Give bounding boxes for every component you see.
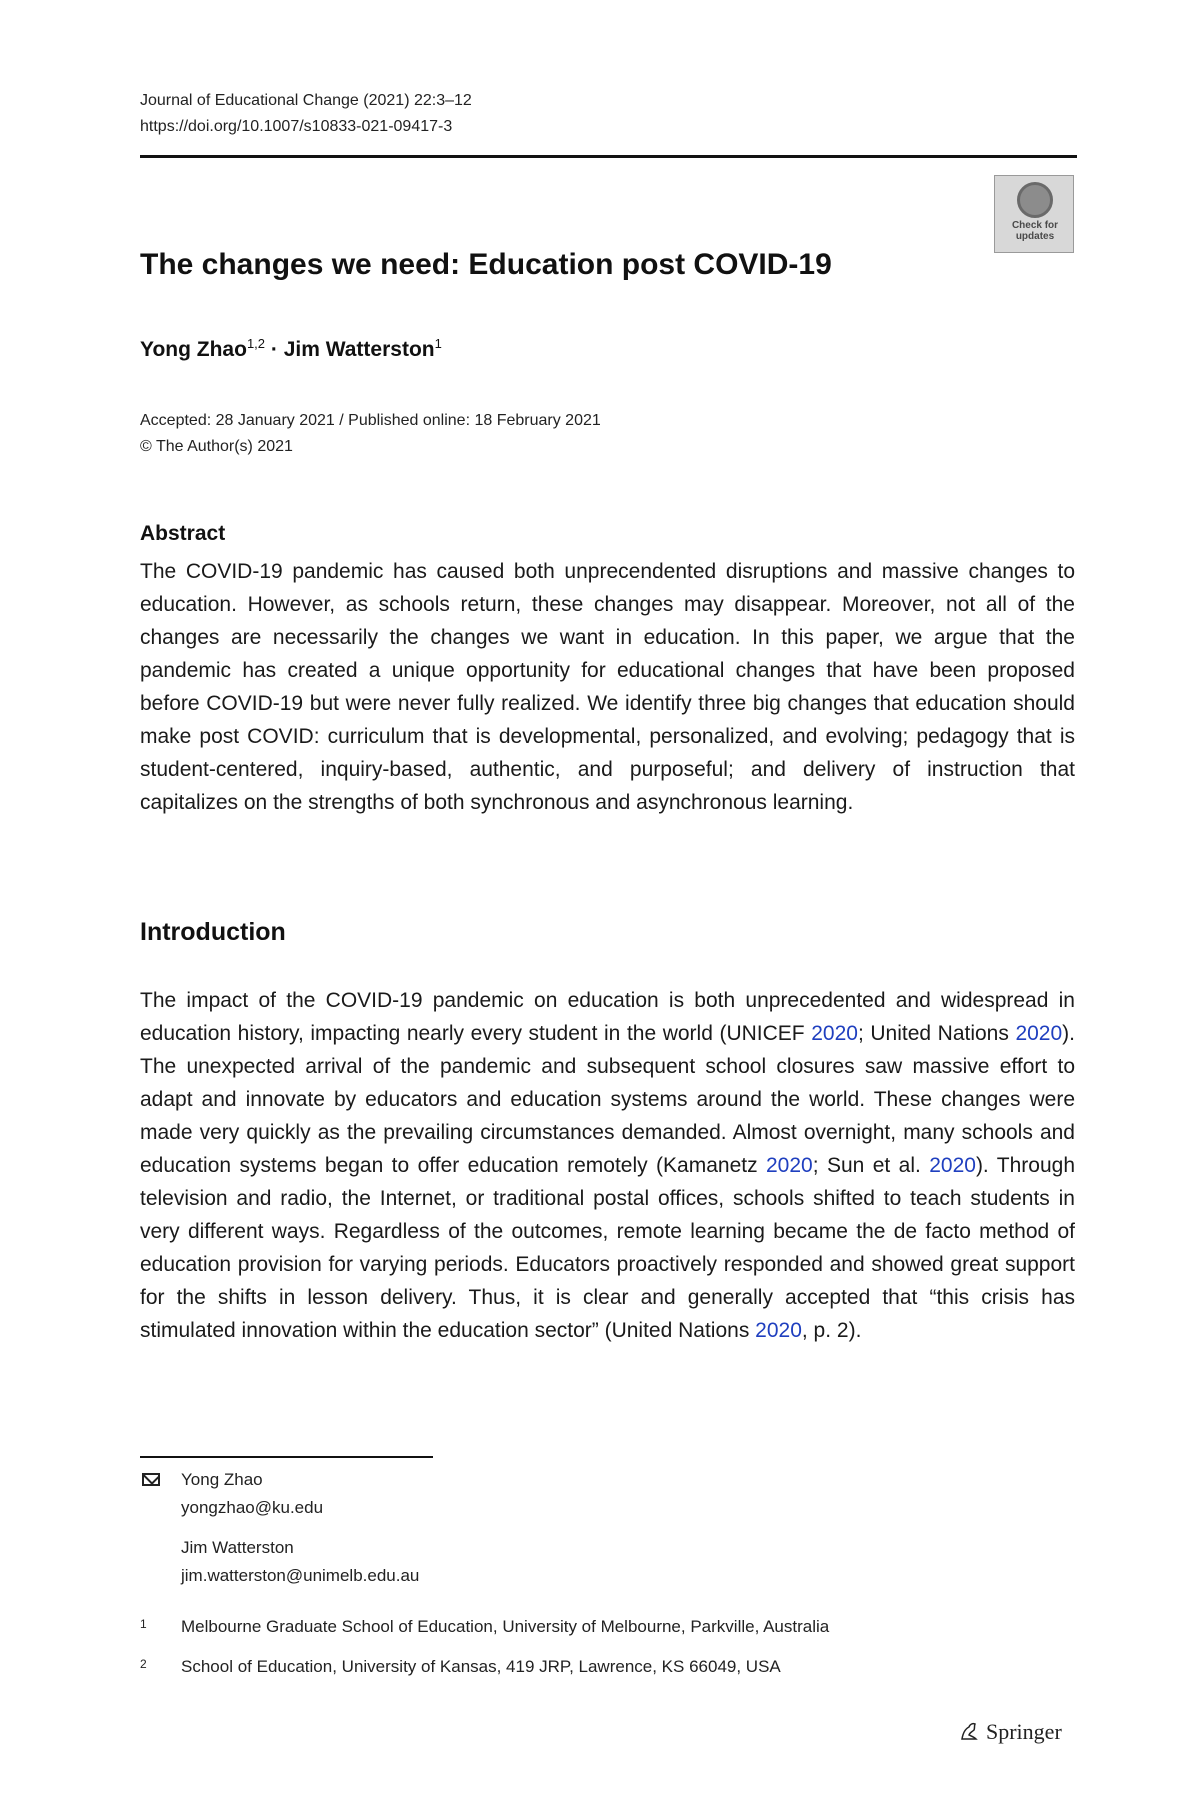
paragraph-text: The impact of the COVID-19 pandemic on education is both unprecedented and widespread in education history, impacting nearly every student in the world (UNICEF <box>140 989 1075 1045</box>
affiliation-text: Melbourne Graduate School of Education, University of Melbourne, Parkville, Australia <box>181 1617 830 1636</box>
paragraph-text: ). The unexpected arrival of the pandemic and subsequent school closures saw massive effort to adapt and innovate by educators and education systems around the world. These changes were made very quickly as the prevailing circumstances demanded. Almost overnight, many schools and education systems began to offer education remotely (Kamanetz <box>140 1022 1075 1177</box>
doi-link[interactable]: https://doi.org/10.1007/s10833-021-09417-3 <box>140 118 453 135</box>
author-affiliation-marker: 1 <box>434 336 442 351</box>
footnote-rule <box>140 1456 433 1458</box>
springer-horse-icon <box>958 1720 980 1742</box>
author-affiliation-marker: 1,2 <box>246 336 266 351</box>
citation-link[interactable]: 2020 <box>766 1154 813 1177</box>
author-list <box>140 336 442 362</box>
introduction-heading: Introduction <box>140 918 286 946</box>
paragraph-text: ; Sun et al. <box>812 1154 930 1177</box>
abstract-text: The COVID-19 pandemic has caused both unprecendented disruptions and massive changes to education. However, as schools return, these changes may disappear. Moreover, not all of the changes are necessarily the changes we want in education. In this paper, we argue that the pandemic has created a unique opportunity for educational changes that have been proposed before COVID-19 but were never fully realized. We identify three big changes that education should make post COVID: curriculum that is developmental, personalized, and evolving; pedagogy that is student-centered, inquiry-based, authentic, and purposeful; and delivery of instruction that capitalizes on the strengths of both synchronous and asynchronous learning. <box>140 560 1075 814</box>
envelope-icon <box>142 1473 160 1486</box>
author-name[interactable]: Yong Zhao <box>140 338 247 361</box>
coauthor-email[interactable]: jim.watterston@unimelb.edu.au <box>181 1566 420 1585</box>
publication-dates: Accepted: 28 January 2021 / Published online: 18 February 2021 <box>140 412 601 429</box>
copyright-line: © The Author(s) 2021 <box>140 438 293 455</box>
affiliation-text: School of Education, University of Kansas, 419 JRP, Lawrence, KS 66049, USA <box>181 1657 781 1676</box>
citation-link[interactable]: 2020 <box>755 1319 802 1342</box>
publisher-logo <box>958 1719 1062 1745</box>
citation-link[interactable]: 2020 <box>1015 1022 1063 1045</box>
paragraph-text: ). Through television and radio, the Internet, or traditional postal offices, schools shifted to teach students in very different ways. Regardless of the outcomes, remote learning became the de facto method of education provision for varying periods. Educators proactively responded and showed great support for the shifts in lesson delivery. Thus, it is clear and generally accepted that “this crisis has stimulated innovation within the education sector” (United Nations <box>140 1154 1076 1342</box>
corresponding-author-name: Yong Zhao <box>181 1470 263 1489</box>
paragraph-text: ; United Nations <box>857 1022 1016 1045</box>
article-title: The changes we need: Education post COVID-19 <box>140 248 832 281</box>
badge-text-line1: Check for <box>1011 220 1059 231</box>
affiliation-number: 2 <box>140 1657 147 1671</box>
paragraph-text: , p. 2). <box>801 1319 862 1342</box>
badge-text-line2: updates <box>1015 231 1055 242</box>
introduction-paragraph <box>140 984 1075 1347</box>
author-name[interactable]: Jim Watterston <box>283 338 435 361</box>
check-for-updates-icon <box>1017 182 1053 218</box>
affiliation-number: 1 <box>140 1617 147 1631</box>
journal-citation: Journal of Educational Change (2021) 22:3–12 <box>140 92 472 109</box>
badge-text <box>995 220 1075 242</box>
header-rule <box>140 155 1077 158</box>
coauthor-name: Jim Watterston <box>181 1538 294 1557</box>
check-for-updates-badge[interactable] <box>994 175 1074 253</box>
author-separator: · <box>265 338 284 361</box>
citation-link[interactable]: 2020 <box>929 1154 976 1177</box>
citation-link[interactable]: 2020 <box>811 1022 858 1045</box>
corresponding-author-email[interactable]: yongzhao@ku.edu <box>181 1498 324 1517</box>
abstract-heading: Abstract <box>140 522 226 545</box>
publisher-name: Springer <box>986 1719 1062 1744</box>
